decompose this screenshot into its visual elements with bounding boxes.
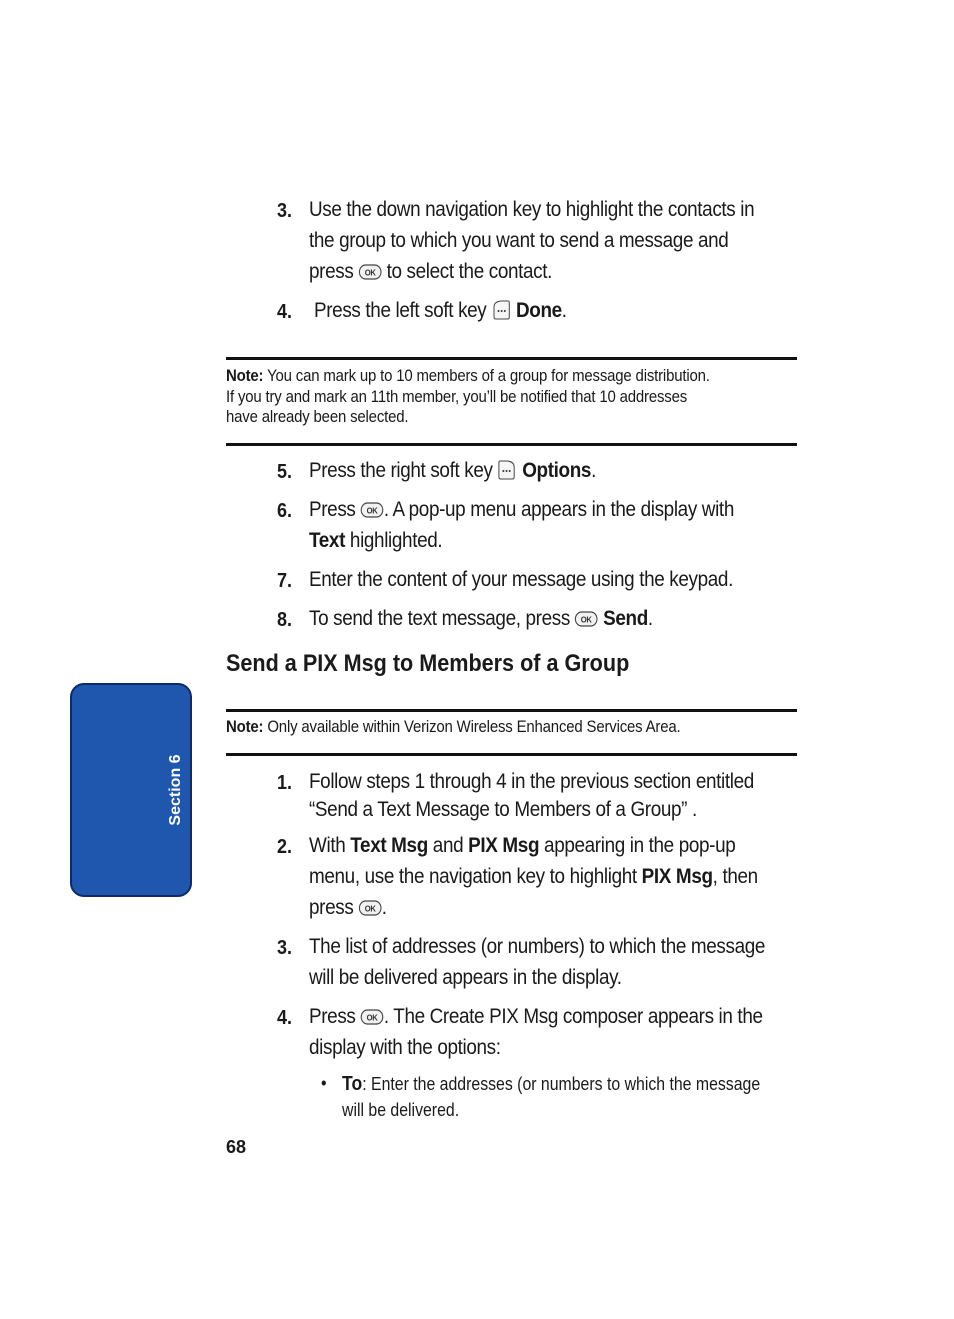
note-rule-top [226, 357, 797, 360]
step-text: the group to which you want to send a message and [309, 229, 729, 252]
step-text-part: press [309, 896, 359, 919]
menu-term: PIX Msg [641, 865, 713, 888]
menu-term: PIX Msg [468, 834, 540, 857]
bullet-text-part: : Enter the addresses (or numbers to which the message [362, 1074, 761, 1094]
step-text-part: and [427, 834, 469, 857]
menu-term: Text Msg [350, 834, 428, 857]
step-text [309, 1005, 763, 1029]
step-text: Enter the content of your message using the keypad. [309, 568, 733, 591]
note-rule-bottom [226, 753, 797, 756]
menu-term: Text [309, 529, 346, 552]
step-number: 4. [277, 1007, 293, 1029]
step-text [309, 865, 758, 889]
note-text-part: You can mark up to 10 members of a group for message distribution. [263, 366, 710, 385]
note-text: have already been selected. [226, 407, 409, 426]
step-number: 2. [277, 836, 293, 858]
step-text-part: to select the contact. [381, 260, 553, 283]
section-tab-label: Section 6 [167, 754, 184, 826]
right-soft-key-icon [497, 459, 517, 481]
step-text-part: To send the text message, press [309, 607, 575, 630]
step-number: 7. [277, 570, 293, 592]
step-text-part: . A pop-up menu appears in the display with [383, 498, 734, 521]
step-text: display with the options: [309, 1036, 501, 1059]
step-text [309, 260, 552, 284]
note-label: Note: [226, 366, 264, 385]
ok-key-icon [360, 502, 383, 518]
step-text [309, 529, 442, 553]
note-text [226, 366, 710, 386]
step-number: 1. [277, 772, 293, 794]
step-text-part: With [309, 834, 351, 857]
step-number: 3. [277, 937, 293, 959]
ok-key-icon [575, 611, 598, 627]
step-text-part: highlighted. [345, 529, 443, 552]
note-rule-bottom [226, 443, 797, 446]
ok-key-icon [358, 264, 381, 280]
bullet-mark: • [321, 1073, 327, 1093]
step-text-part: Press the left soft key [314, 299, 492, 322]
step-text-part: . The Create PIX Msg composer appears in the [383, 1005, 763, 1028]
note-label: Note: [226, 717, 264, 736]
step-text: The list of addresses (or numbers) to which the message [309, 935, 766, 958]
step-text: Follow steps 1 through 4 in the previous section entitled [309, 770, 754, 793]
step-text-part: . [647, 607, 653, 630]
note-rule-top [226, 709, 797, 712]
menu-term: Done [515, 299, 562, 322]
menu-term: To [342, 1073, 363, 1095]
note-text [226, 717, 681, 737]
section-heading: Send a PIX Msg to Members of a Group [226, 650, 630, 677]
ok-key-icon [360, 1009, 383, 1025]
step-text-part: . [561, 299, 567, 322]
bullet-text: will be delivered. [342, 1100, 460, 1120]
step-number: 5. [277, 461, 293, 483]
step-text: Use the down navigation key to highlight the contacts in [309, 198, 755, 221]
step-text [314, 299, 567, 323]
step-text-part: Press [309, 498, 361, 521]
menu-term: Options [522, 459, 592, 482]
bullet-text [342, 1073, 760, 1096]
step-number: 8. [277, 609, 293, 631]
step-text: will be delivered appears in the display. [309, 966, 622, 989]
step-text-part: Press the right soft key [309, 459, 498, 482]
step-text [309, 834, 735, 858]
step-text-part: menu, use the navigation key to highlight [309, 865, 642, 888]
page-number: 68 [226, 1137, 247, 1157]
step-text: “Send a Text Message to Members of a Group” . [309, 798, 697, 821]
step-text [309, 498, 734, 522]
ok-key-icon [358, 900, 381, 916]
step-text [309, 607, 653, 631]
step-text-part: . [591, 459, 596, 482]
step-number: 3. [277, 200, 293, 222]
step-text-part: . [381, 896, 387, 919]
note-text: If you try and mark an 11th member, you’ll be notified that 10 addresses [226, 387, 688, 406]
step-number: 6. [277, 500, 293, 522]
step-text-part: , then [712, 865, 758, 888]
left-soft-key-icon [491, 299, 511, 321]
menu-term: Send [603, 607, 648, 630]
step-number: 4. [277, 301, 293, 323]
note-text-part: Only available within Verizon Wireless Enhanced Services Area. [263, 717, 681, 736]
step-text [309, 896, 387, 920]
step-text-part: press [309, 260, 359, 283]
step-text [309, 459, 596, 483]
step-text-part: Press [309, 1005, 361, 1028]
step-text-part: appearing in the pop-up [539, 834, 736, 857]
